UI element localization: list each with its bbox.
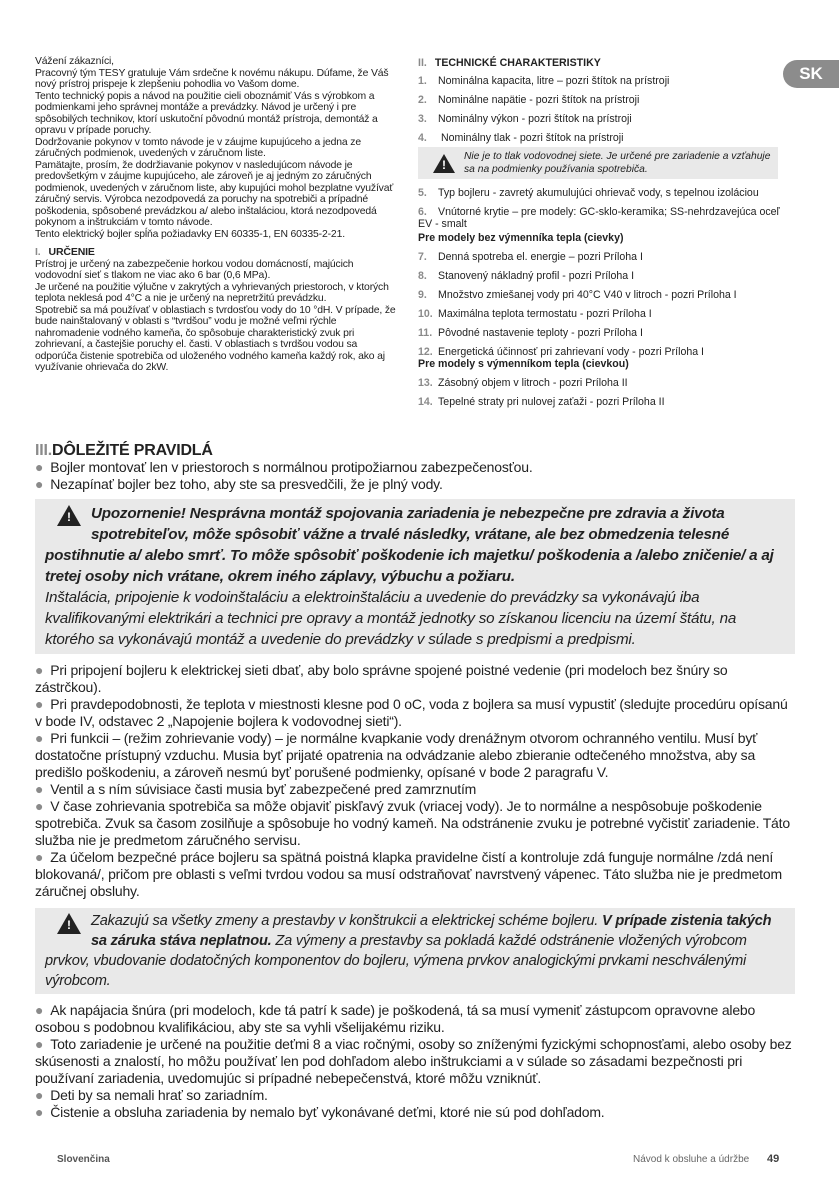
rule-bullet: ● Deti by sa nemali hrať so zariadním.: [35, 1087, 268, 1103]
warning-icon: !: [57, 505, 81, 526]
section-1-heading: I. URČENIE: [35, 246, 95, 258]
paragraph: Pracovný tým TESY gratuluje Vám srdečne k novému nákupu. Dúfame, že Váš nový prístroj prispeje k zlepšeniu pohodlia vo Vašom dome.: [35, 67, 389, 90]
rule-bullet: ● Čistenie a obsluha zariadenia by nemalo byť vykonávané deťmi, ktoré nie sú pod dohľadom.: [35, 1104, 605, 1120]
paragraph: Pamätajte, prosím, že dodržiavanie pokynov v nasledujúcom návode je predovšetkým v záujme kupujúceho, ale zároveň je aj jedným zo záručných podmienok, uvedených v záručnom liste, aby kupujúci mohol bezplatne využívať záručný servis. Výrobca nezodpovedá za poruchy na spotrebiči a prípadné poškodenia, spôsobené prevádzkou a/ alebo inštaláciou, ktorá nezodpovedá pokynom a inštrukciám v tomto návode.: [35, 159, 394, 228]
warning-text: Inštalácia, pripojenie k vodoinštaláciu a elektroinštaláciu a uvedenie do prevádzky sa vykonávajú iba kvalifikovanými elektrikári a technici pre opravy a montáž jednotky so získanou licenciu na území štátu, na ktorého sa vykonávajú montáž a uvedenie do prevádzky v súlade s predpismi a predpismi.: [45, 589, 737, 648]
modification-note-box: [35, 908, 795, 994]
paragraph: Prístroj je určený na zabezpečenie horkou vodou domácností, majúcich vodovodní sieť s tlakom ne viac ako 6 bar (0,6 MPa).: [35, 258, 354, 281]
spec-item: 9. Množstvo zmiešanej vody pri 40°C V40 v litroch - pozri Príloha I: [418, 289, 737, 301]
footer-language: Slovenčina: [57, 1154, 110, 1165]
rule-bullet: ● V čase zohrievania spotrebiča sa môže objaviť piskľavý zvuk (vriacej vody). Je to normálne a nespôsobuje poškodenie spotrebiča. Zvuk sa časom zosilňuje a spôsobuje ho vodný kameň. Na odstránenie zvuku je potrebné vyčistiť zariadenie. Táto služba nie je predmetom záručného servisu.: [35, 798, 790, 848]
spec-item: 4. Nominálny tlak - pozri štítok na prístroji: [418, 132, 624, 144]
paragraph: Vážení zákazníci,: [35, 56, 114, 67]
warning-icon: !: [433, 154, 455, 173]
bullet-icon: ●: [35, 696, 44, 712]
language-tab: SK: [783, 60, 839, 88]
spec-item: 14. Tepelné straty pri nulovej zaťaži - pozri Príloha II: [418, 396, 665, 408]
safety-warning-box: [35, 499, 795, 654]
subhead-without-exchanger: Pre modely bez výmenníka tepla (cievky): [418, 232, 624, 244]
rule-bullet: ● Za účelom bezpečné práce bojleru sa spätná poistná klapka pravidelne čistí a kontroluje zdá funguje normálne /zdá není blokovaná/, pričom pre oblasti s veľmi tvrdou vodou sa musí odstraňovať navrstvený vápenec. Táto služba nie je predmetom záručnej obsluhy.: [35, 849, 782, 899]
spec-item: 10. Maximálna teplota termostatu - pozri Príloha I: [418, 308, 652, 320]
spec-item: 8. Stanovený nákladný profil - pozri Príloha I: [418, 270, 635, 282]
rule-bullet: ● Bojler montovať len v priestoroch s normálnou protipožiarnou zabezpečenosťou.: [35, 459, 533, 475]
spec-item: 13. Zásobný objem v litroch - pozri Príloha II: [418, 377, 628, 389]
modification-note-text: Zakazujú sa všetky zmeny a prestavby v konštrukcii a elektrickej schéme bojleru.: [91, 913, 603, 929]
spec-item: 6. Vnútorné krytie – pre modely: GC-sklo-keramika; SS-nehrdzavejúca oceľ EV - smalt: [418, 206, 780, 230]
bullet-icon: ●: [35, 798, 44, 814]
modification-note-text-2: Za výmeny a prestavby sa pokladá každé odstránenie vložených výrobcom prvkov, vbudovanie dodatočných komponentov do bojleru, výmena prvkov analogickými prvkami neschválenými výrobcom.: [45, 933, 747, 989]
paragraph: Je určené na použitie výlučne v zakrytých a vyhrievaných priestoroch, v ktorých teplota neklesá pod 4°C a nie je určený na nepretržitú prevádzku.: [35, 281, 389, 304]
spec-item: 1. Nominálna kapacita, litre – pozri štítok na prístroji: [418, 75, 670, 87]
footer-manual-title: Návod k obsluhe a údržbe: [633, 1154, 750, 1165]
section-3-heading: III.DÔLEŽITÉ PRAVIDLÁ: [35, 442, 213, 459]
paragraph: Dodržovanie pokynov v tomto návode je v záujme kupujúceho a jedna ze záručných podmienok, uvedených v záručnom liste.: [35, 136, 361, 159]
paragraph: Spotrebič sa má používať v oblastiach s tvrdosťou vody do 10 °dH. V prípade, že bude nainštalovaný v oblasti s “tvrdšou” vodu je možné veľmi rýchle nahromadenie vodného kameňa, čo spôsobuje charakteristický zvuk pri zohrievaní, a častejšie poruchy el. časti. V oblastiach s tvrdšou vodou sa odporúča čistenie spotrebiča od uloženého vodného kameňa každý rok, ako aj využívanie ohrievača do 2kW.: [35, 304, 396, 373]
rule-bullet: ● Toto zariadenie je určené na použitie deťmi 8 a viac ročnými, osoby so zníženými fyzickými schopnosťami, alebo osoby bez skúsenosti a znalostí, ho môžu používať len pod dohľadom alebo inštrukciami a v súlade so zásadami bezpečnosti pri používaní zariadenia, uvedomujúc si prípadné nebepečenstvá, ktoré môžu vzniknúť.: [35, 1036, 792, 1086]
spec-item: 12. Energetická účinnosť pri zahrievaní vody - pozri Príloha I: [418, 346, 705, 358]
subhead-with-exchanger: Pre modely s výmenníkom tepla (cievkou): [418, 358, 629, 370]
bullet-icon: ●: [35, 662, 44, 678]
paragraph: Tento technický popis a návod na použitie cieli oboznámiť Vás s výrobkom a podmienkami jeho správnej montáže a prevádzky. Návod je určený i pre spôsobilých technikov, ktorí uskutoční pôvodnú montáž prístroja, demontáž a opravu v prípade poruchy.: [35, 90, 378, 136]
page-number: 49: [767, 1153, 780, 1165]
paragraph: Tento elektrický bojler spĺňa požiadavky EN 60335-1, EN 60335-2-21.: [35, 228, 345, 240]
rule-bullet: ● Pri funkcii – (režim zohrievanie vody) – je normálne kvapkanie vody drenážnym otvorom ochranného ventilu. Musí byť dostatočne prístupný vzduchu. Musia byť prijaté opatrenia na odvádzanie alebo zbieranie odtečeného množstva, aby sa predišlo poškodeniu, a zároveň nesmú byť porušené podmienky, opísané v bode 2 paragrafu V.: [35, 730, 758, 780]
bullet-icon: ●: [35, 730, 44, 746]
bullet-icon: ●: [35, 849, 44, 865]
rule-bullet: ● Ventil a s ním súvisiace časti musia byť zabezpečené pred zamrznutím: [35, 781, 477, 797]
warranty-void-text: V prípade zistenia takých sa záruka stáva neplatnou.: [91, 913, 772, 949]
section-1-text: [35, 259, 400, 374]
bullet-icon: ●: [35, 1104, 44, 1120]
spec-item: 11. Pôvodné nastavenie teploty - pozri Príloha I: [418, 327, 643, 339]
warning-icon: !: [57, 913, 81, 934]
spec-item: 3. Nominálny výkon - pozri štítok na prístroji: [418, 113, 632, 125]
pressure-note-text: Nie je to tlak vodovodnej siete. Je určené pre zariadenie a vzťahuje sa na podmienky používania spotrebiča.: [464, 151, 771, 175]
section-3: [35, 442, 795, 1121]
bullet-icon: ●: [35, 476, 44, 492]
section-2-heading: II. TECHNICKÉ CHARAKTERISTIKY: [418, 57, 601, 69]
bullet-icon: ●: [35, 1087, 44, 1103]
rule-bullet: ● Ak napájacia šnúra (pri modeloch, kde tá patrí k sade) je poškodená, tá sa musí vymeniť zástupcom opravovne alebo osobou s podobnou kvalifikáciou, aby ste sa vyhli všelijakému riziku.: [35, 1002, 756, 1035]
rule-bullet: ● Pri pripojení bojleru k elektrickej sieti dbať, aby bolo správne spojené poistné vedenie (pri modeloch bez šnúry so zástrčkou).: [35, 662, 728, 695]
bullet-icon: ●: [35, 1002, 44, 1018]
bullet-icon: ●: [35, 781, 44, 797]
spec-item: 7. Denná spotreba el. energie – pozri Príloha I: [418, 251, 643, 263]
intro-column: [35, 56, 400, 374]
rule-bullet: ● Pri pravdepodobnosti, že teplota v miestnosti klesne pod 0 oC, voda z bojlera sa musí vypustiť (sledujte procedúru opísanú v bode IV, odstavec 2 „Napojenie bojlera k vodovodnej sieti“).: [35, 696, 788, 729]
bullet-icon: ●: [35, 459, 44, 475]
spec-item: 2. Nominálne napätie - pozri štítok na prístroji: [418, 94, 640, 106]
spec-item: 5. Typ bojleru - zavretý akumulujúci ohrievač vody, s tepelnou izoláciou: [418, 187, 759, 199]
rule-bullet: ● Nezapínať bojler bez toho, aby ste sa presvedčili, že je plný vody.: [35, 476, 443, 492]
technical-specs: [418, 57, 780, 415]
intro-text: [35, 56, 400, 240]
pressure-note: [418, 147, 778, 179]
warning-bold-text: Upozornenie! Nesprávna montáž spojovania zariadenia je nebezpečne pre zdravia a života spotrebiteľov, môže spôsobiť vážne a trvalé následky, vrátane, ale bez obmedzenia telesné postihnutie a/ alebo smrť. To môže spôsobiť poškodenie ich majetku/ poškodenia a /alebo zničenie/ a aj tretej osoby nich vrátane, okrem iného záplavy, výbuchu a požiaru.: [45, 505, 774, 585]
bullet-icon: ●: [35, 1036, 44, 1052]
